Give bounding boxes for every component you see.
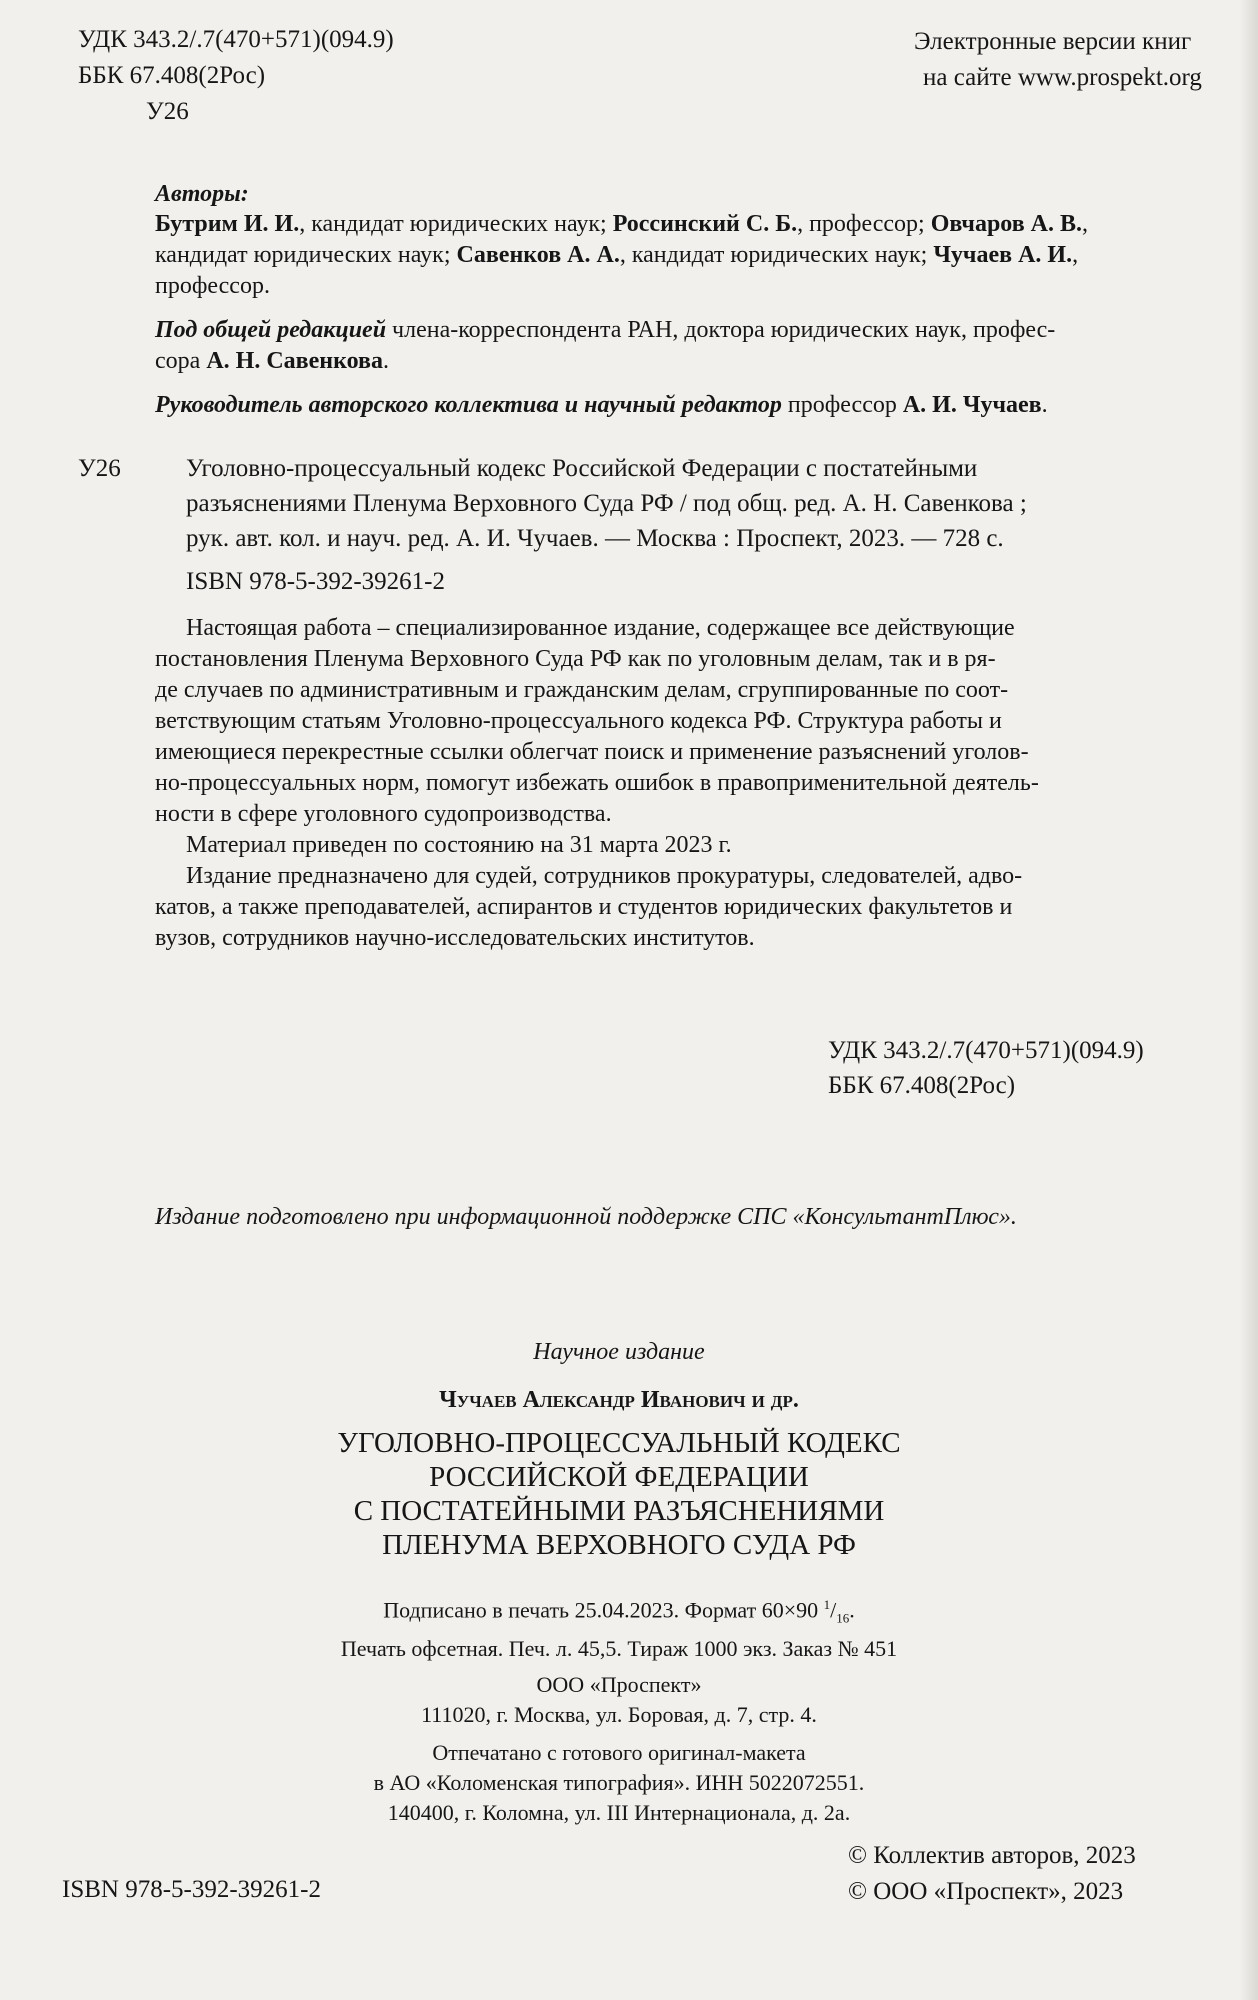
support-note: Издание подготовлено при информационной поддержке СПС «КонсультантПлюс». [155,1204,1017,1230]
annotation-line: Настоящая работа – специализированное издание, содержащее все действующие [186,615,1015,641]
annotation-paragraph [155,613,1230,954]
catalog-line: разъяснениями Пленума Верховного Суда РФ / под общ. ред. А. Н. Савенкова ; [186,490,1027,517]
print-info: Печать офсетная. Печ. л. 45,5. Тираж 1000 экз. Заказ № 451 [340,1635,898,1661]
electronic-versions-line2: на сайте www.prospekt.org [923,64,1202,91]
footer-isbn: ISBN 978-5-392-39261-2 [62,1876,322,1903]
imprint-details [279,1590,959,1828]
catalog-line: рук. авт. кол. и науч. ред. А. И. Чучаев. — Москва : Проспект, 2023. — 728 с. [186,525,1004,552]
electronic-versions-line1: Электронные версии книг [914,28,1192,55]
authors-line1: Бутрим И. И., кандидат юридических наук; Россинский С. Б., профессор; Овчаров А. В., [155,211,1089,237]
catalog-line: Уголовно-процессуальный кодекс Российской Федерации с постатейными [186,455,978,482]
authors-line3: профессор. [155,273,270,299]
classification-udk: УДК 343.2/.7(470+571)(094.9) [828,1037,1144,1064]
publisher-name: ООО «Проспект» [536,1671,702,1697]
editor-name: А. Н. Савенкова [206,348,383,374]
author-name: Чучаев А. И. [933,242,1073,268]
printed-line: Отпечатано с готового оригинал-макета [432,1739,806,1765]
copyright-authors: © Коллектив авторов, 2023 [848,1842,1136,1869]
annotation-date: Материал приведен по состоянию на 31 марта 2023 г. [186,832,732,858]
annotation-line: де случаев по административным и гражданским делам, сгруппированные по соот- [155,677,1009,703]
publisher-address: 111020, г. Москва, ул. Боровая, д. 7, стр. 4. [421,1701,817,1727]
author-name: Бутрим И. И. [155,211,300,237]
annotation-line: ности в сфере уголовного судопроизводства. [155,801,612,827]
editorship-label: Под общей редакцией [155,317,387,343]
page-edge-shadow [1240,0,1258,2000]
catalog-index: У26 [78,455,121,482]
header-bbk: ББК 67.408(2Рос) [78,62,266,89]
title-line: УГОЛОВНО-ПРОЦЕССУАЛЬНЫЙ КОДЕКС [337,1427,901,1459]
catalog-isbn: ISBN 978-5-392-39261-2 [186,568,446,595]
printed-line: 140400, г. Коломна, ул. III Интернационала, д. 2а. [387,1799,851,1825]
annotation-line: имеющиеся перекрестные ссылки облегчат поиск и применение разъяснений уголов- [155,739,1029,765]
imprint-title [279,1426,959,1562]
annotation-line: но-процессуальных норм, помогут избежать ошибок в правоприменительной деятель- [155,770,1039,796]
authors-label: Авторы: [155,181,249,207]
printed-line: в АО «Коломенская типография». ИНН 5022072551. [373,1769,865,1795]
title-line: РОССИЙСКОЙ ФЕДЕРАЦИИ [429,1461,809,1493]
signed-line: Подписано в печать 25.04.2023. Формат 60×90 $^1/_{16}$. [383,1597,855,1626]
header-udk: УДК 343.2/.7(470+571)(094.9) [78,26,394,53]
authors-line2: кандидат юридических наук; Савенков А. А., кандидат юридических наук; Чучаев А. И., [155,242,1079,268]
title-line: ПЛЕНУМА ВЕРХОВНОГО СУДА РФ [382,1529,856,1561]
author-name: Россинский С. Б. [612,211,798,237]
header-index: У26 [146,98,189,125]
annotation-line: постановления Пленума Верховного Суда РФ как по уголовным делам, так и в ря- [155,646,996,672]
annotation-line: катов, а также преподавателей, аспирантов и студентов юридических факультетов и [155,894,1013,920]
title-line: С ПОСТАТЕЙНЫМИ РАЗЪЯСНЕНИЯМИ [353,1495,885,1527]
leader-line: Руководитель авторского коллектива и научный редактор профессор А. И. Чучаев. [155,392,1048,418]
author-name: Савенков А. А. [456,242,620,268]
editorship-line2: сора А. Н. Савенкова. [155,348,389,374]
editorship-line1: Под общей редакцией члена-корреспондента РАН, доктора юридических наук, профес- [155,317,1056,343]
copyright-publisher: © ООО «Проспект», 2023 [848,1878,1124,1905]
leader-label: Руководитель авторского коллектива и научный редактор [155,392,782,418]
annotation-line: вузов, сотрудников научно-исследовательских институтов. [155,925,755,951]
annotation-line: ветствующим статьям Уголовно-процессуального кодекса РФ. Структура работы и [155,708,1002,734]
annotation-line: Издание предназначено для судей, сотрудников прокуратуры, следователей, адво- [186,863,1023,889]
imprint-author: Чучаев Александр Иванович и др. [439,1387,799,1413]
classification-bbk: ББК 67.408(2Рос) [828,1072,1016,1099]
author-name: Овчаров А. В. [930,211,1083,237]
leader-name: А. И. Чучаев [902,392,1042,418]
publication-type: Научное издание [533,1339,705,1365]
